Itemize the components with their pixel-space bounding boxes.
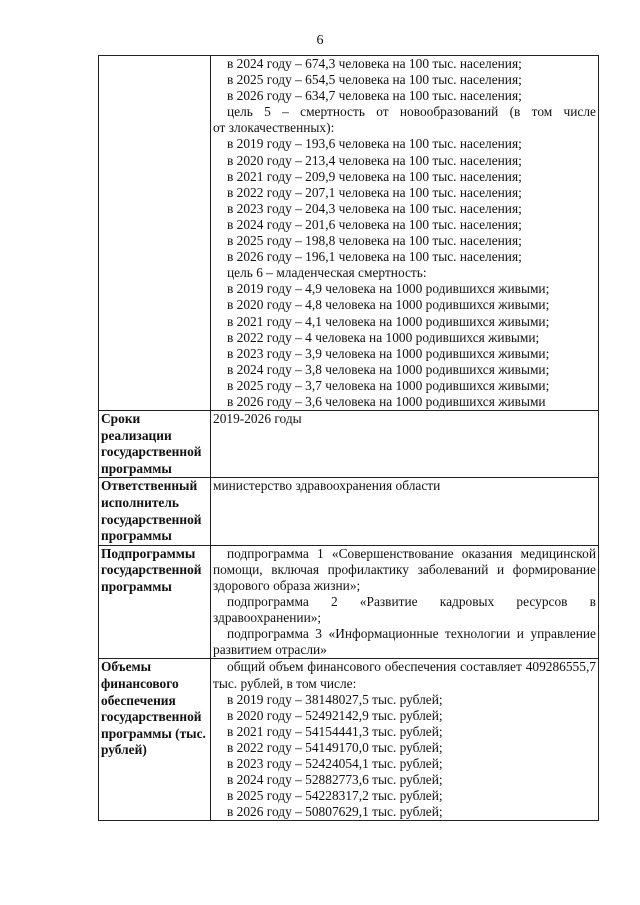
funding-line: в 2026 году – 50807629,1 тыс. рублей; [227,804,443,820]
sroki-label: Сроки реализации государственной программы [99,411,211,478]
goal6-line: в 2022 году – 4 человека на 1000 родившихся живыми; [227,329,540,345]
funding-line: в 2020 году – 52492142,9 тыс. рублей; [227,707,443,723]
goal6-line: в 2021 году – 4,1 человека на 1000 родившихся живыми; [227,313,550,329]
table-row-funding [99,659,599,821]
goal6-line: в 2023 году – 3,9 человека на 1000 родившихся живыми; [227,345,550,361]
subprogram-item: подпрограмма 2 «Развитие кадровых ресурсов в здравоохранении»; [213,594,596,626]
table-row-goals-continued [99,56,599,411]
goal6-line: в 2019 году – 4,9 человека на 1000 родившихся живыми; [227,281,550,297]
funding-label: Объемы финансового обеспечения государственной программы (тыс. рублей) [99,659,211,821]
goal6-line: в 2024 году – 3,8 человека на 1000 родившихся живыми; [227,361,550,377]
subprogram-item: подпрограмма 3 «Информационные технологии и управление развитием отрасли» [213,626,596,658]
page-number: 6 [316,33,324,48]
goal5-line: в 2023 году – 204,3 человека на 100 тыс. населения; [227,200,522,216]
funding-line: в 2021 году – 54154441,3 тыс. рублей; [227,723,443,739]
table-row-responsible [99,478,599,545]
funding-cell [211,659,599,821]
goal5-line: в 2021 году – 209,9 человека на 100 тыс. населения; [227,168,522,184]
goal5-title-line1: цель 5 – смертность от новообразований (в том числе [227,104,596,120]
goal6-line: в 2020 году – 4,8 человека на 1000 родившихся живыми; [227,297,550,313]
table-row-sroki [99,411,599,478]
goal5-line: в 2019 году – 193,6 человека на 100 тыс. населения; [227,136,522,152]
funding-line: в 2019 году – 38148027,5 тыс. рублей; [227,691,443,707]
goals-cell [211,56,599,411]
goal4-line: в 2025 году – 654,5 человека на 100 тыс. населения; [227,72,522,88]
subprogram-item: подпрограмма 1 «Совершенствование оказания медицинской помощи, включая профилактику заболеваний и формирование здорового образа жизни»; [213,545,596,593]
funding-line: в 2025 году – 54228317,2 тыс. рублей; [227,788,443,804]
funding-intro: общий объем финансового обеспечения составляет 409286555,7 тыс. рублей, в том числе: [213,659,596,691]
funding-line: в 2022 году – 54149170,0 тыс. рублей; [227,739,443,755]
goal5-line: в 2022 году – 207,1 человека на 100 тыс. населения; [227,184,522,200]
label-cell-empty [99,56,211,411]
goal6-line: в 2026 году – 3,6 человека на 1000 родившихся живыми [227,393,546,409]
subprograms-cell [211,545,599,659]
goal4-line: в 2024 году – 674,3 человека на 100 тыс. населения; [227,56,522,71]
subprograms-label: Подпрограммы государственной программы [99,545,211,659]
goal6-line: в 2025 году – 3,7 человека на 1000 родившихся живыми; [227,377,550,393]
funding-line: в 2024 году – 52882773,6 тыс. рублей; [227,772,443,788]
goal4-line: в 2026 году – 634,7 человека на 100 тыс. населения; [227,88,522,104]
responsible-value: министерство здравоохранения области [211,478,599,545]
goal5-line: в 2025 году – 198,8 человека на 100 тыс. населения; [227,233,522,249]
goal6-title: цель 6 – младенческая смертность: [227,265,427,281]
responsible-label: Ответственный исполнитель государственной программы [99,478,211,545]
goal5-line: в 2024 году – 201,6 человека на 100 тыс. населения; [227,216,522,232]
goal5-line: в 2026 году – 196,1 человека на 100 тыс. населения; [227,249,522,265]
funding-line: в 2023 году – 52424054,1 тыс. рублей; [227,756,443,772]
goal5-line: в 2020 году – 213,4 человека на 100 тыс. населения; [227,152,522,168]
table-row-subprograms [99,545,599,659]
goal5-title-line2: от злокачественных): [213,120,335,136]
sroki-value: 2019-2026 годы [211,411,599,478]
program-passport-table [98,55,599,821]
